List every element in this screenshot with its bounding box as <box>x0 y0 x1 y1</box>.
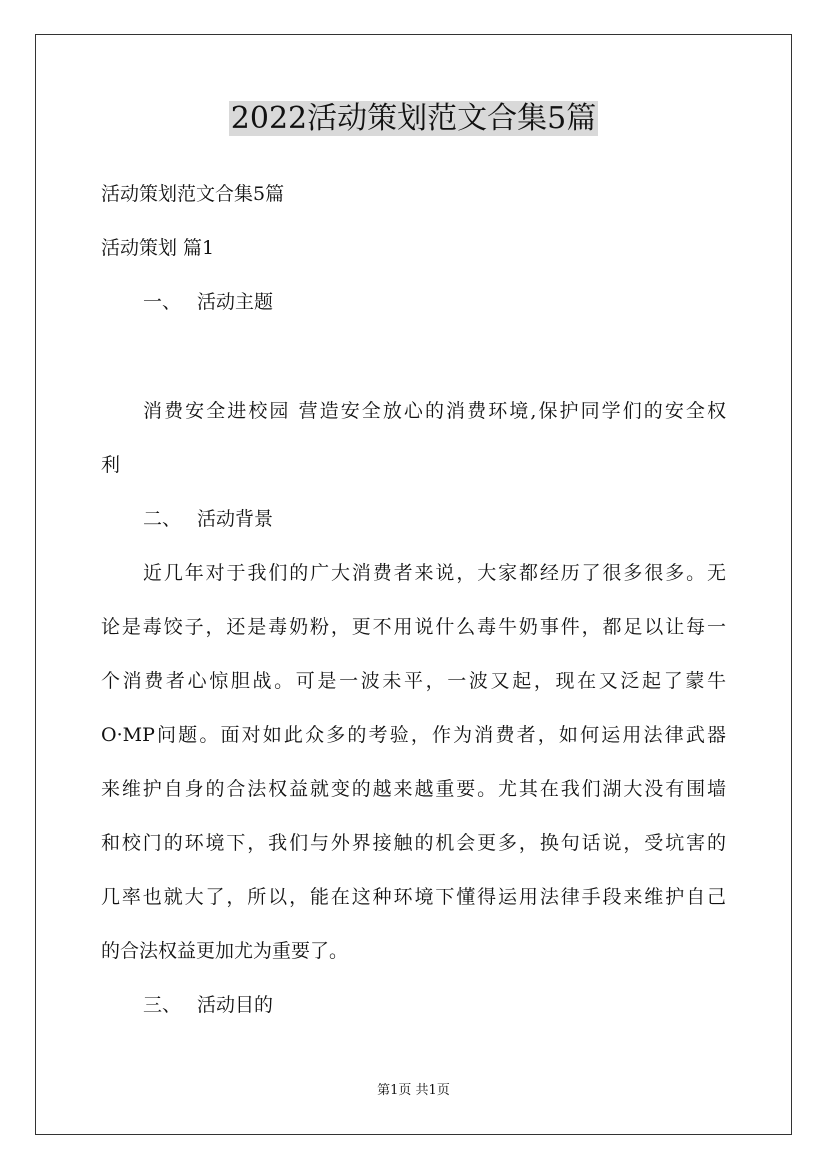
section-label: 活动策划 篇1 <box>101 237 215 259</box>
paragraph-line: 论是毒饺子，还是毒奶粉，更不用说什么毒牛奶事件，都足以让每一 <box>101 616 726 638</box>
paragraph-line: 的合法权益更加尤为重要了。 <box>101 940 349 962</box>
heading-theme <box>143 290 273 314</box>
paragraph-line: O·MP问题。面对如此众多的考验，作为消费者，如何运用法律武器 <box>101 724 726 746</box>
heading-number: 二、 <box>143 508 182 530</box>
heading-number: 一、 <box>143 291 182 313</box>
paragraph-line: 近几年对于我们的广大消费者来说，大家都经历了很多很多。无 <box>143 562 726 584</box>
document-title-text: 2022活动策划范文合集5篇 <box>230 101 597 136</box>
subtitle: 活动策划范文合集5篇 <box>101 183 285 205</box>
heading-text: 活动背景 <box>197 508 274 530</box>
paragraph-line: 几率也就大了，所以，能在这种环境下懂得运用法律手段来维护自己 <box>101 886 726 908</box>
document-title <box>0 98 827 140</box>
heading-background <box>143 507 273 531</box>
heading-text: 活动目的 <box>197 994 274 1016</box>
paragraph-line: 利 <box>101 454 121 476</box>
paragraph-line: 和校门的环境下，我们与外界接触的机会更多，换句话说，受坑害的 <box>101 832 726 854</box>
heading-purpose <box>143 993 273 1017</box>
paragraph-line: 消费安全进校园 营造安全放心的消费环境,保护同学们的安全权 <box>143 400 726 422</box>
paragraph-line: 个消费者心惊胆战。可是一波未平，一波又起，现在又泛起了蒙牛 <box>101 670 726 692</box>
heading-number: 三、 <box>143 994 182 1016</box>
heading-text: 活动主题 <box>197 291 274 313</box>
page-footer: 第1页 共1页 <box>377 1083 450 1098</box>
paragraph-line: 来维护自身的合法权益就变的越来越重要。尤其在我们湖大没有围墙 <box>101 778 726 800</box>
